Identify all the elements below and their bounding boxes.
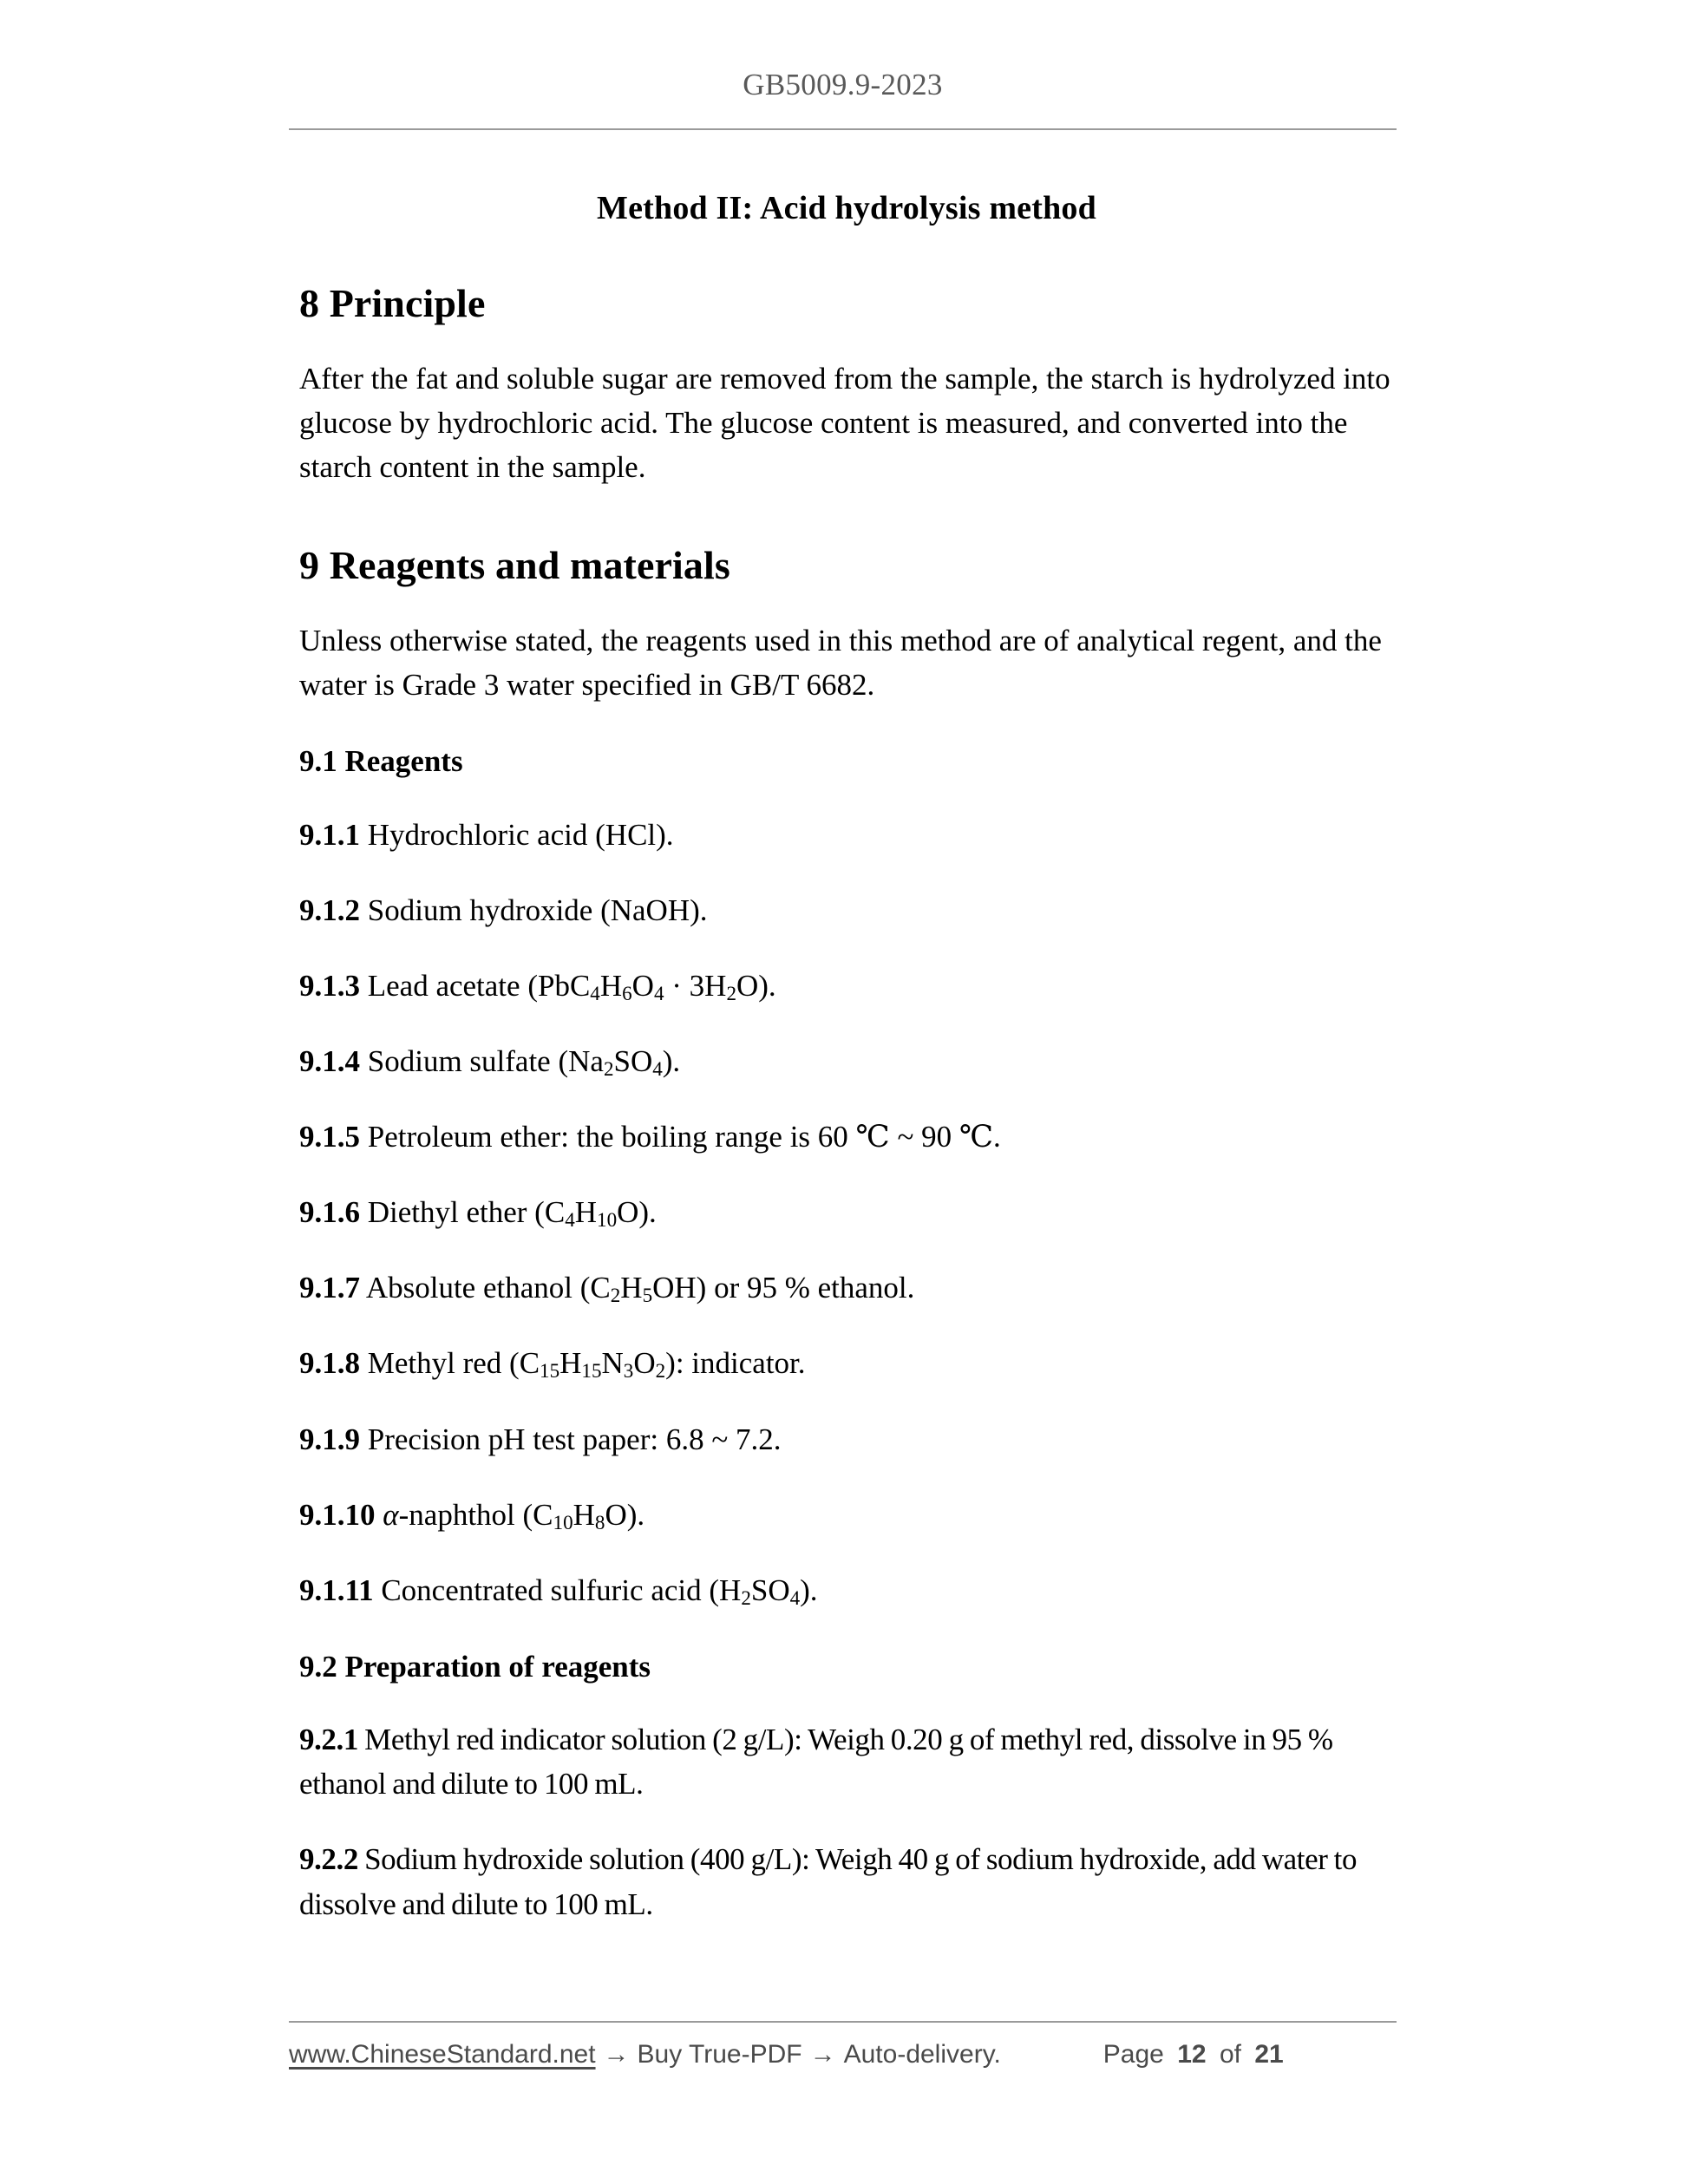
reagent-item-9-1-2 <box>299 888 1394 932</box>
footer-delivery-label: Auto-delivery. <box>843 2040 1001 2069</box>
document-content <box>299 173 1394 1926</box>
preparation-number: 9.2.1 <box>299 1723 358 1757</box>
reagent-number: 9.1.4 <box>299 1044 360 1079</box>
section-paragraph-principle: After the fat and soluble sugar are removed from the sample, the starch is hydrolyzed into glucose by hydrochloric acid. The glucose content is measured, and converted into the starch content in the sample. <box>299 361 1390 485</box>
reagent-text: Lead acetate $(PbC_4H_6O_4 \cdot 3H_2O)$. <box>367 968 776 1005</box>
reagent-number: 9.1.8 <box>299 1346 360 1381</box>
reagent-item-9-1-9 <box>299 1417 1394 1461</box>
page-label: Page <box>1102 2040 1164 2069</box>
reagent-text: Sodium sulfate $(Na_2SO_4)$. <box>367 1044 681 1081</box>
reagent-item-9-1-3 <box>299 964 1394 1008</box>
page-footer <box>289 2040 1397 2070</box>
footer-buy-label: Buy True-PDF <box>637 2040 802 2069</box>
reagent-number: 9.1.10 <box>299 1497 376 1532</box>
reagent-item-9-1-6 <box>299 1190 1394 1234</box>
page-number-current: 12 <box>1177 2040 1207 2069</box>
reagent-number: 9.1.6 <box>299 1195 360 1230</box>
preparation-text: Sodium hydroxide solution (400 g/L): Weigh 40 g of sodium hydroxide, add water to dissolve and dilute to 100 mL. <box>299 1842 1358 1921</box>
arrow-right-icon: → <box>603 2040 630 2069</box>
subsection-heading-reagents: 9.1 Reagents <box>299 744 463 779</box>
page-indicator <box>1103 2040 1290 2070</box>
reagent-item-9-1-7 <box>299 1265 1394 1310</box>
arrow-right-icon: → <box>809 2040 836 2069</box>
page-number-total: 21 <box>1254 2040 1284 2069</box>
reagent-text: Sodium hydroxide (NaOH). <box>367 893 708 927</box>
chinesestandard-link[interactable]: www.ChineseStandard.net <box>289 2040 596 2069</box>
reagent-text: Absolute ethanol $(C_2H_5OH)$ or 95 % ethanol. <box>365 1271 915 1307</box>
preparation-item-9-2-1 <box>299 1717 1394 1806</box>
reagent-text: Concentrated sulfuric acid $(H_2SO_4)$. <box>381 1573 818 1609</box>
reagent-text: Petroleum ether: the boiling range is 60 ℃ ~ 90 ℃. <box>367 1120 1001 1154</box>
section-heading-principle: 8 Principle <box>299 281 486 325</box>
preparation-item-9-2-2 <box>299 1837 1394 1926</box>
footer-divider <box>289 2021 1397 2023</box>
page-header-standard-code: GB5009.9-2023 <box>743 68 943 101</box>
reagent-text: α-naphthol $(C_{10}H_8O)$. <box>383 1497 645 1533</box>
reagent-number: 9.1.9 <box>299 1422 360 1456</box>
reagent-text: Methyl red $(C_{15}H_{15}N_3O_2)$: indicator. <box>367 1346 806 1383</box>
section-paragraph-reagents-materials: Unless otherwise stated, the reagents used in this method are of analytical regent, and the water is Grade 3 water specified in GB/T 6682. <box>299 624 1382 703</box>
reagent-number: 9.1.11 <box>299 1573 374 1607</box>
reagent-number: 9.1.2 <box>299 893 360 927</box>
section-heading-reagents-materials: 9 Reagents and materials <box>299 543 730 588</box>
reagent-item-9-1-8 <box>299 1341 1394 1385</box>
reagent-number: 9.1.1 <box>299 817 360 852</box>
header-divider <box>289 128 1397 130</box>
reagent-number: 9.1.5 <box>299 1120 360 1154</box>
preparation-text: Methyl red indicator solution (2 g/L): Weigh 0.20 g of methyl red, dissolve in 95 % ethanol and dilute to 100 mL. <box>299 1723 1333 1801</box>
subsection-heading-preparation-of-reagents: 9.2 Preparation of reagents <box>299 1649 651 1684</box>
reagent-number: 9.1.3 <box>299 968 360 1003</box>
page-of-label: of <box>1219 2040 1241 2069</box>
method-title: Method II: Acid hydrolysis method <box>597 190 1096 226</box>
reagent-item-9-1-1 <box>299 813 1394 857</box>
reagent-text: Precision pH test paper: 6.8 ~ 7.2. <box>367 1422 782 1456</box>
reagent-item-9-1-5 <box>299 1115 1394 1159</box>
reagent-item-9-1-11 <box>299 1568 1394 1612</box>
reagent-number: 9.1.7 <box>299 1271 360 1305</box>
preparation-number: 9.2.2 <box>299 1842 358 1877</box>
reagent-text: Hydrochloric acid (HCl). <box>367 817 674 852</box>
reagent-item-9-1-4 <box>299 1039 1394 1083</box>
reagent-text: Diethyl ether $(C_4H_{10}O)$. <box>367 1195 657 1232</box>
reagent-item-9-1-10 <box>299 1493 1394 1537</box>
